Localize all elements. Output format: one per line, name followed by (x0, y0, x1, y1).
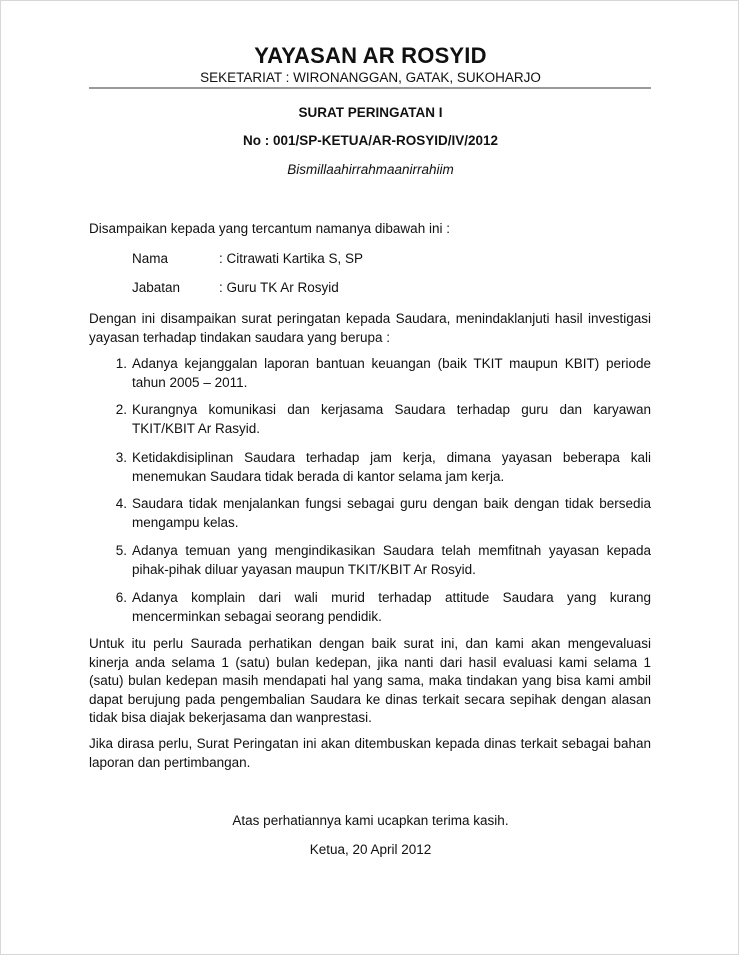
paragraph-evaluation: Untuk itu perlu Saurada perhatikan dengan baik surat ini, dan kami akan mengevaluasi kinerja anda selama 1 (satu) bulan kedepan, jika nanti dari hasil evaluasi kami selama 1 (satu) bulan kedepan masih mendapati hal yang sama, maka tindakan yang bisa kami ambil dapat berujung pada pengembalian Saudara ke dinas terkait secara sepihak dengan alasan tidak bisa diajak bekerjasama dan wanprestasi. (89, 636, 651, 725)
list-item-text: Kurangnya komunikasi dan kerjasama Saudara terhadap guru dan karyawan TKIT/KBIT Ar Rasyid. (132, 402, 651, 436)
signature-place-date: Ketua, 20 April 2012 (309, 842, 432, 857)
paragraph-forwarding: Jika dirasa perlu, Surat Peringatan ini akan ditembuskan kepada dinas terkait sebagai bahan laporan dan pertimbangan. (89, 736, 651, 770)
list-item-text: Ketidakdisiplinan Saudara terhadap jam kerja, dimana yayasan beberapa kali menemukan Saudara tidak berada di kantor selama jam kerja. (132, 450, 651, 484)
list-item-number: 3. (115, 450, 127, 465)
field-value-jabatan: : Guru TK Ar Rosyid (219, 280, 339, 295)
list-item-number: 1. (115, 356, 127, 371)
list-item-text: Adanya temuan yang mengindikasikan Saudara telah memfitnah yayasan kepada pihak-pihak diluar yayasan maupun TKIT/KBIT Ar Rosyid. (132, 543, 651, 577)
opening-greeting: Bismillaahirrahmaanirrahiim (287, 162, 454, 177)
intro-text: Disampaikan kepada yang tercantum namanya dibawah ini : (89, 221, 450, 236)
list-item-number: 6. (115, 590, 127, 605)
letter-title: SURAT PERINGATAN I (298, 105, 443, 120)
list-item-number: 2. (115, 402, 127, 417)
paragraph-investigation: Dengan ini disampaikan surat peringatan kepada Saudara, menindaklanjuti hasil investigasi yayasan terhadap tindakan saudara yang berupa : (89, 311, 651, 345)
list-item-text: Adanya komplain dari wali murid terhadap attitude Saudara yang kurang mencerminkan sebagai seorang pendidik. (132, 590, 651, 624)
list-item-number: 4. (115, 496, 127, 511)
secretariat-address: SEKETARIAT : WIRONANGGAN, GATAK, SUKOHARJO (200, 70, 541, 85)
field-value-nama: : Citrawati Kartika S, SP (219, 251, 364, 266)
closing-remark: Atas perhatiannya kami ucapkan terima kasih. (232, 813, 509, 828)
field-label-nama: Nama (132, 251, 169, 266)
header-divider (89, 87, 651, 89)
field-label-jabatan: Jabatan (132, 280, 181, 295)
list-item-number: 5. (115, 543, 127, 558)
letter-number: No : 001/SP-KETUA/AR-ROSYID/IV/2012 (242, 133, 499, 148)
list-item-text: Saudara tidak menjalankan fungsi sebagai guru dengan baik dengan tidak bersedia mengampu kelas. (132, 496, 651, 530)
list-item-text: Adanya kejanggalan laporan bantuan keuangan (baik TKIT maupun KBIT) periode tahun 2005 – 2011. (132, 356, 651, 390)
organization-name: YAYASAN AR ROSYID (254, 43, 487, 68)
